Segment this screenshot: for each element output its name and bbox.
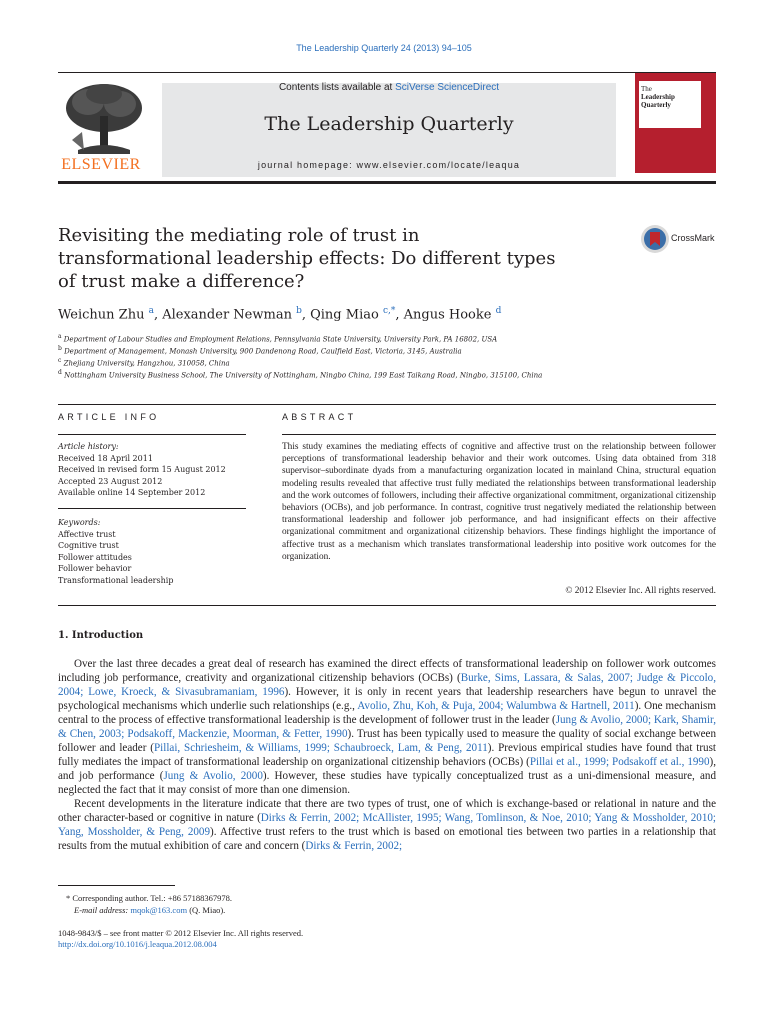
citation-link[interactable]: Pillai, Schriesheim, & Williams, 1999; Schaubroeck, Lam, & Peng, 2011 <box>153 742 488 754</box>
author-separator: , <box>301 307 311 323</box>
citation-link[interactable]: Jung & Avolio, 2000 <box>163 770 263 782</box>
abstract-rule <box>282 434 716 435</box>
crossmark-label: CrossMark <box>671 233 715 243</box>
citation-link[interactable]: Pillai et al., 1999; Podsakoff et al., 1990 <box>529 756 710 768</box>
author-name: Qing Miao <box>310 307 383 323</box>
keyword-item: Follower attitudes <box>58 552 132 562</box>
body-text-run: ). One mechanism central to the process of effective transformational leadership is the development of follower trust in the leader ( <box>58 700 717 726</box>
keyword-item: Follower behavior <box>58 564 132 573</box>
body-text-run: ). However, it is only in recent years that leadership researchers have begun to unravel the psychological mechanisms which underlie such relationships (e.g., <box>58 686 716 712</box>
citation-link[interactable]: Burke, Sims, Lassara, & Salas, 2007; Judge & Piccolo, 2004; Lowe, Kroeck, & Sivasubramaniam, 1996 <box>58 672 716 698</box>
keywords-label: Keywords: <box>58 518 101 527</box>
article-history-label: Article history: <box>58 442 119 451</box>
article-history <box>58 441 246 499</box>
author-affiliation-mark[interactable]: a <box>148 306 154 316</box>
header-bottom-rule <box>58 181 716 184</box>
citation-link[interactable]: Dirks & Ferrin, 2002; McAllister, 1995; Wang, Tomlinson, & Noe, 2010; Yang & Mossholder, 2010; Yang, Mossholder, & Peng, 2009 <box>58 812 716 838</box>
introduction-body <box>58 657 716 853</box>
affiliation-item <box>58 357 698 367</box>
citation-link[interactable]: Jung & Avolio, 2000; Kark, Shamir, & Chen, 2003; Podsakoff, Mackenzie, Moorman, & Fetter, 1990 <box>58 714 717 740</box>
article-title: Revisiting the mediating role of trust in transformational leadership effects: Do different types of trust make a difference? <box>58 225 556 292</box>
section-rule-top <box>58 404 716 405</box>
body-text-run: ). Trust has been typically used to measure the quality of social exchange between follower and leader ( <box>58 728 716 754</box>
body-text-run: ). Previous empirical studies have found that trust fully mediates the impact of transformational leadership on organizational citizenship behaviors (OCBs) ( <box>58 742 716 768</box>
keywords-block <box>58 517 246 586</box>
keyword-item: Transformational leadership <box>58 575 174 585</box>
author-separator: , <box>395 307 404 323</box>
affiliation-mark: a <box>58 333 62 340</box>
section-rule-bottom <box>58 605 716 606</box>
article-info-rule <box>58 434 246 435</box>
author-list <box>58 306 658 322</box>
introduction-heading: 1. Introduction <box>58 630 144 641</box>
body-text-run: ). However, these studies have typically conceptualized trust as a uni-dimensional measure, and neglected the fact that it may consist of more than one dimension. <box>58 770 716 796</box>
affiliation-mark: b <box>58 345 62 352</box>
affiliation-text: Department of Management, Monash University, 900 Dandenong Road, Caulfield East, Victoria, 3145, Australia <box>61 347 462 356</box>
history-item: Accepted 23 August 2012 <box>58 476 163 486</box>
citation-link[interactable]: Avolio, Zhu, Koh, & Puja, 2004; Walumbwa & Hartnell, 2011 <box>357 700 635 712</box>
abstract-copyright: © 2012 Elsevier Inc. All rights reserved. <box>565 586 716 596</box>
affiliation-item <box>58 333 698 343</box>
author-name: Weichun Zhu <box>58 307 149 323</box>
body-text-run: ). Affective trust refers to the trust which is based on emotional ties between two parties in a relationship that results from the mutual exhibition of care and concern ( <box>58 826 716 852</box>
sciencedirect-link[interactable]: SciVerse ScienceDirect <box>395 82 500 93</box>
history-item: Received 18 April 2011 <box>58 453 153 463</box>
doi-link[interactable]: http://dx.doi.org/10.1016/j.leaqua.2012.08.004 <box>58 939 217 949</box>
affiliation-text: Nottingham University Business School, The University of Nottingham, Ningbo China, 199 East Taikang Road, Ningbo, 315100, China <box>61 371 543 380</box>
author-separator: , <box>153 307 163 323</box>
history-rule <box>58 508 246 509</box>
keywords-list <box>58 529 246 587</box>
journal-cover-image <box>635 73 716 173</box>
affiliation-item <box>58 345 698 355</box>
author-affiliation-mark[interactable]: b <box>296 306 302 316</box>
front-matter-note: 1048-9843/$ – see front matter © 2012 Elsevier Inc. All rights reserved. <box>58 928 304 938</box>
contents-line <box>162 82 616 93</box>
contents-prefix: Contents lists available at <box>278 82 396 93</box>
author-affiliation-mark[interactable]: c,* <box>382 306 396 316</box>
corresponding-author-note: * Corresponding author. Tel.: +86 57188367978. <box>66 893 233 903</box>
cover-title-line-2: Leadership <box>641 93 675 101</box>
footnote-rule <box>58 885 175 886</box>
crossmark-badge[interactable] <box>640 224 720 254</box>
email-label: E-mail address: <box>74 905 131 915</box>
publisher-name: ELSEVIER <box>61 156 141 173</box>
cover-title-line-3: Quarterly <box>641 101 671 109</box>
affiliation-mark: d <box>58 369 62 376</box>
author-name: Alexander Newman <box>162 307 297 323</box>
keyword-item: Cognitive trust <box>58 541 119 550</box>
email-note <box>74 905 734 916</box>
history-item: Available online 14 September 2012 <box>58 488 206 497</box>
article-info-heading: ARTICLE INFO <box>58 412 160 422</box>
affiliation-text: Department of Labour Studies and Employment Relations, Pennsylvania State University, University Park, PA 16802, USA <box>61 335 498 344</box>
history-item: Received in revised form 15 August 2012 <box>58 465 226 474</box>
abstract-heading: ABSTRACT <box>282 412 357 422</box>
journal-reference[interactable]: The Leadership Quarterly 24 (2013) 94–105 <box>296 43 472 53</box>
affiliation-mark: c <box>58 357 62 364</box>
article-history-list <box>58 453 246 499</box>
affiliation-text: Zhejiang University, Hangzhou, 310058, China <box>61 359 230 368</box>
body-text-run: Recent developments in the literature indicate that there are two types of trust, one of which is exchange-based or relational in nature and the other character-based or cognitive in nature ( <box>58 798 716 824</box>
journal-homepage[interactable]: journal homepage: www.elsevier.com/locate/leaqua <box>257 160 521 170</box>
body-text-run: Over the last three decades a great deal of research has examined the direct effects of transformational leadership on follower work outcomes including job performance, creativity and organizational citizenship behaviors (OCBs) ( <box>58 658 716 684</box>
header-top-rule <box>58 72 716 73</box>
cover-title <box>641 85 675 109</box>
introduction-paragraph-1 <box>58 657 716 797</box>
email-suffix: (Q. Miao). <box>187 905 226 915</box>
journal-title: The Leadership Quarterly <box>264 113 514 135</box>
abstract-text: This study examines the mediating effects of cognitive and affective trust on the relationship between follower perceptions of transformational leadership behavior and their work outcomes. Using data obtained from 318 supervisor–subordinate dyads from a manufacturing organization located in mainland China, structural equation modeling results revealed that affective trust fully mediated the relationships between transformational leadership and the work outcomes of followers, including their affective organizational commitment, organizational citizenship behaviors (OCBs), and job performance. In contrast, cognitive trust negatively mediated the relationship between transformational leadership and follower job performance, and had insignificant effects on their affective organizational commitment and organizational citizenship behaviors. These findings highlight the importance of affective trust as a mechanism which translates transformational leadership into positive work outcomes for the organization. <box>282 442 716 562</box>
affiliation-item <box>58 369 698 379</box>
author-affiliation-mark[interactable]: d <box>495 306 502 316</box>
body-text-run: ), and job performance ( <box>58 756 716 782</box>
author-name: Angus Hooke <box>403 307 496 323</box>
cover-title-line-1: The <box>641 85 652 93</box>
introduction-paragraph-2 <box>58 797 716 853</box>
email-link[interactable]: mqok@163.com <box>130 905 188 915</box>
citation-link[interactable]: Dirks & Ferrin, 2002; <box>305 840 403 852</box>
keyword-item: Affective trust <box>58 529 116 539</box>
crossmark-icon <box>640 224 670 254</box>
